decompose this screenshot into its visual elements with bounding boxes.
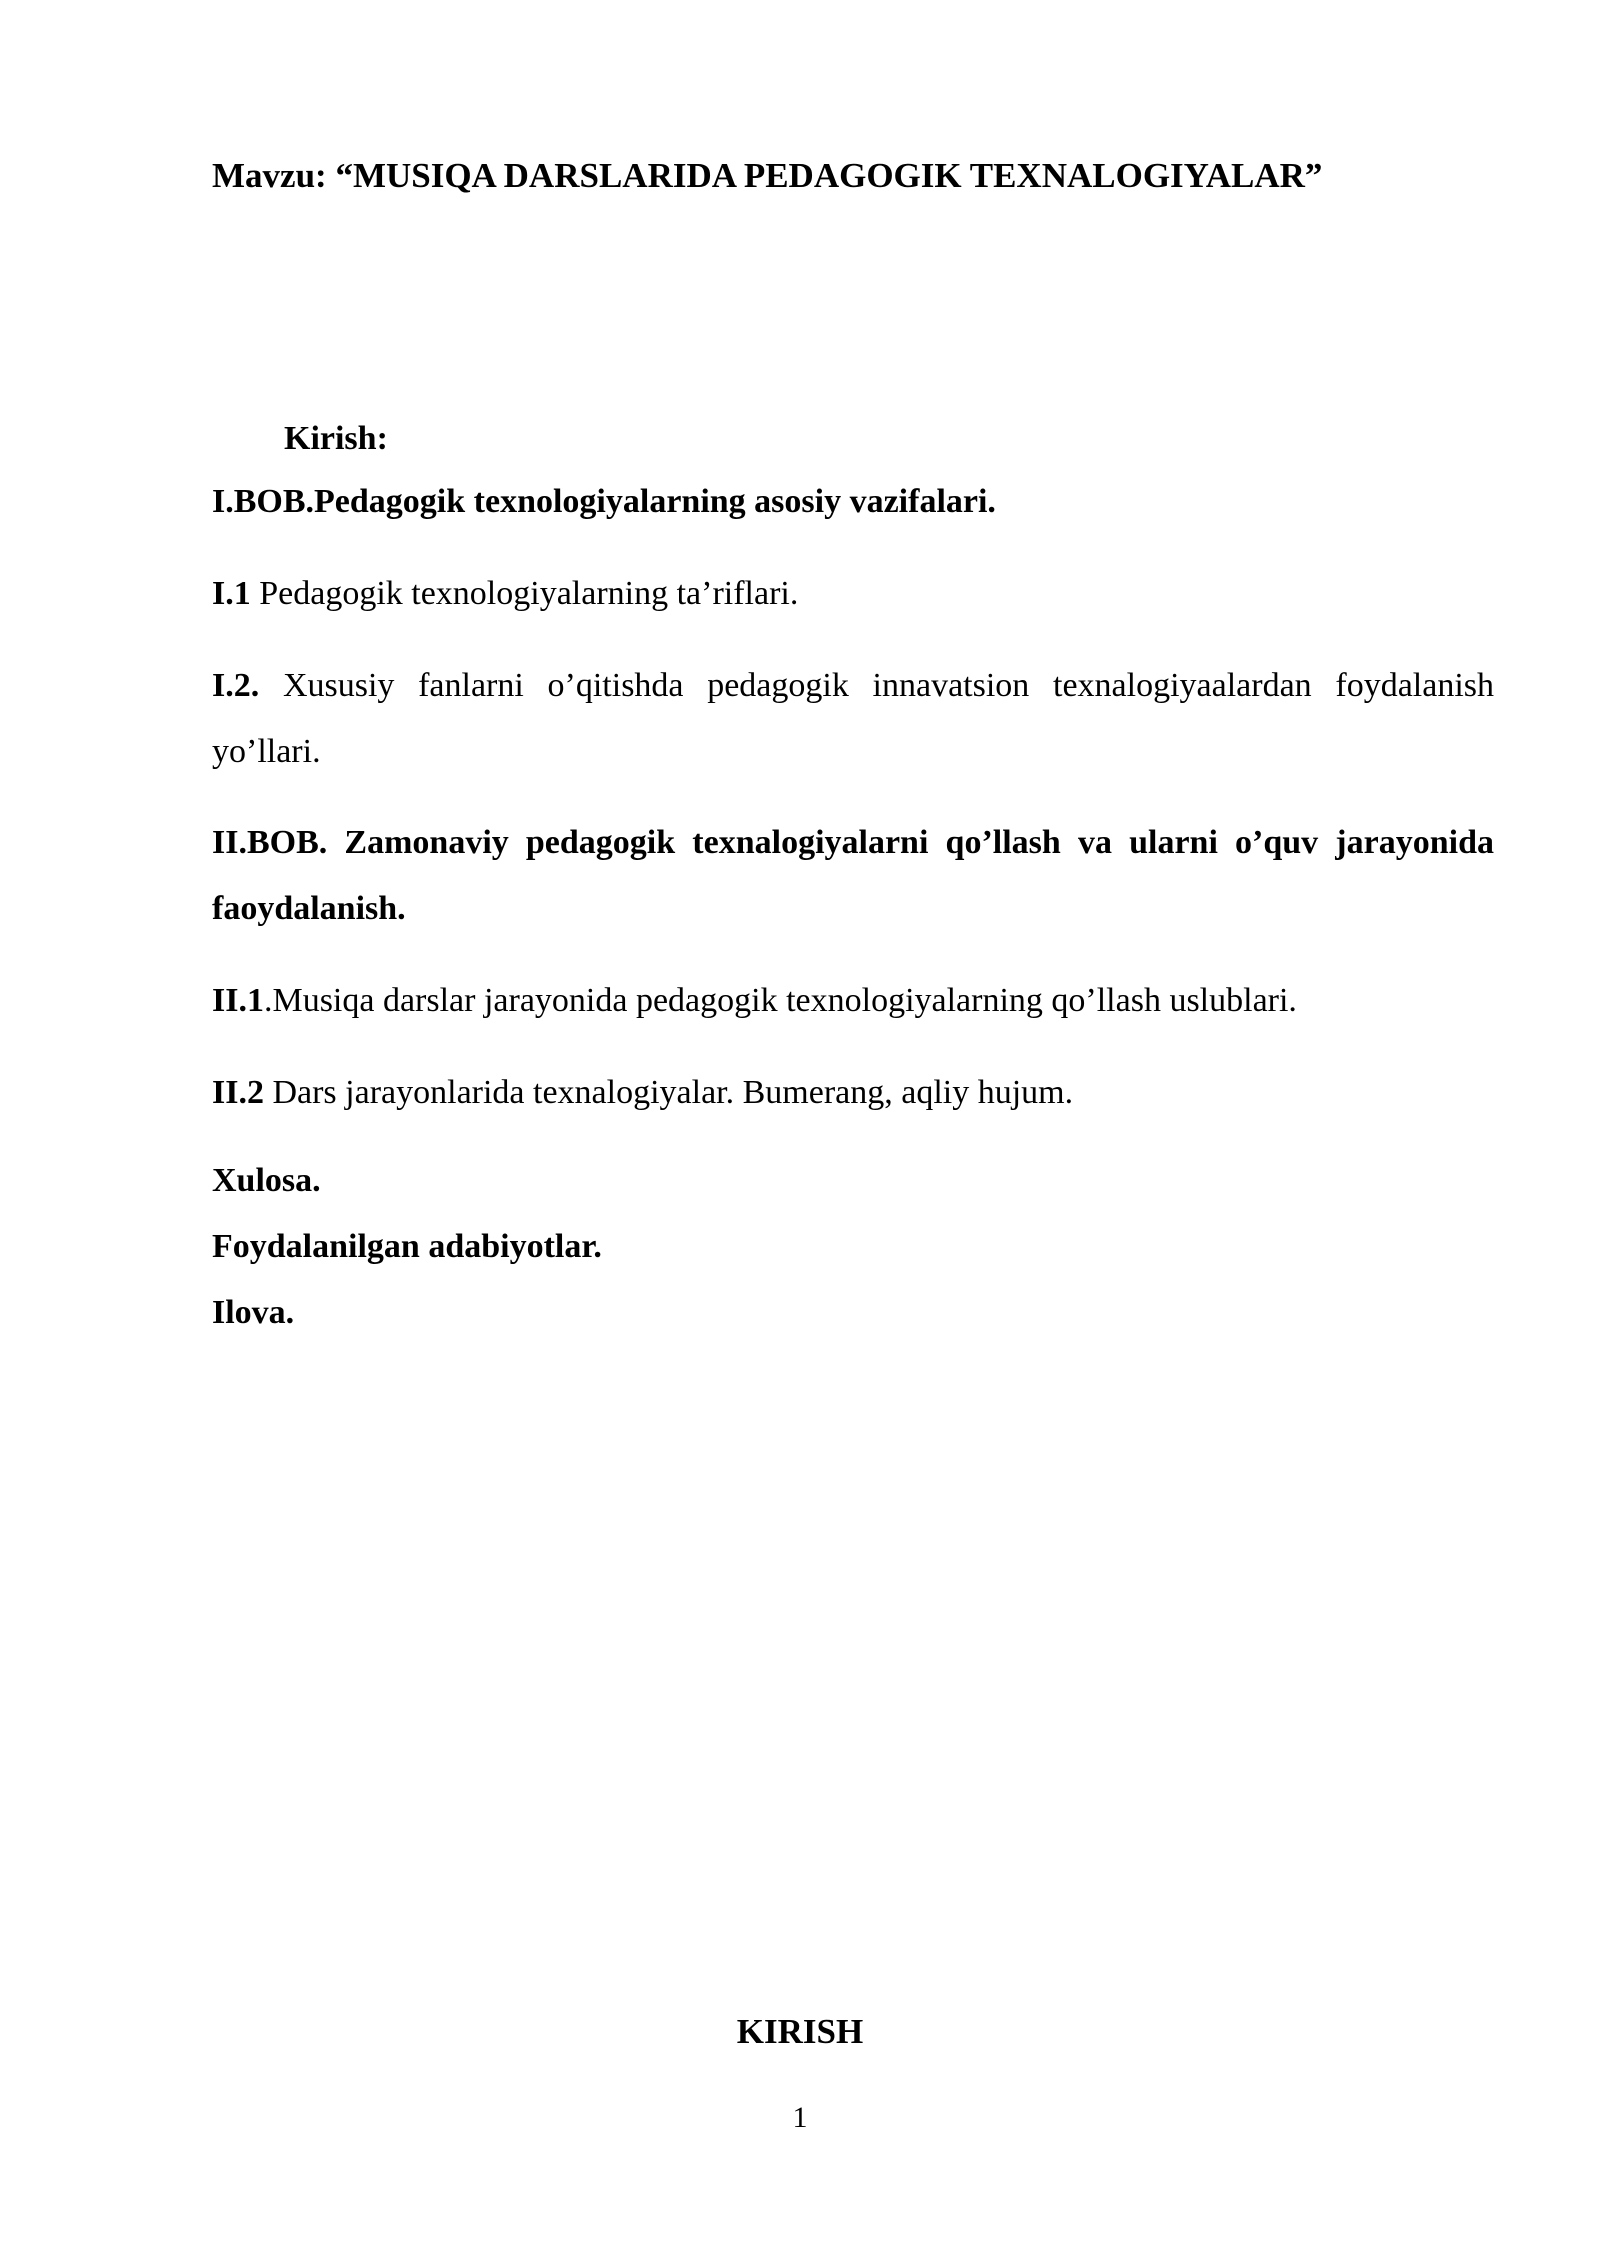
toc-references: Foydalanilgan adabiyotlar. — [212, 1228, 602, 1265]
toc-section-1-2-text: Xususiy fanlarni o’qitishda pedagogik innavatsion texnalogiyaalardan foydalanish yo’llari. — [212, 667, 1494, 770]
toc-xulosa: Xulosa. — [212, 1162, 321, 1199]
toc-section-2-1 — [212, 968, 1494, 1034]
page-number: 1 — [792, 2101, 808, 2134]
toc-section-2-2-text: Dars jarayonlarida texnalogiyalar. Bumerang, aqliy hujum. — [263, 1074, 1074, 1111]
toc-section-1-1 — [212, 561, 1494, 627]
toc-section-2-1-number: II.1 — [212, 982, 264, 1019]
toc-section-1-2-number: I.2. — [212, 667, 260, 704]
toc-chapter1-title: I.BOB.Pedagogik texnologiyalarning asosiy vazifalari. — [212, 483, 996, 520]
toc-section-2-2-number: II.2 — [212, 1074, 264, 1111]
toc-chapter2-title: II.BOB. Zamonaviy pedagogik texnalogiyalarni qo’llash va ularni o’quv jarayonida faoydalanish. — [212, 824, 1494, 927]
toc-appendix: Ilova. — [212, 1294, 295, 1331]
toc-section-1-1-text: Pedagogik texnologiyalarning ta’riflari. — [250, 575, 799, 612]
document-title: Mavzu: “MUSIQA DARSLARIDA PEDAGOGIK TEXNALOGIYALAR” — [212, 156, 1323, 195]
next-section-heading: KIRISH — [736, 2012, 864, 2051]
toc-section-2-2 — [212, 1060, 1494, 1126]
toc-section-1-2 — [212, 653, 1494, 785]
toc-kirish: Kirish: — [284, 420, 388, 457]
toc-section-1-1-number: I.1 — [212, 575, 251, 612]
toc-section-2-1-text: .Musiqa darslar jarayonida pedagogik texnologiyalarning qo’llash uslublari. — [263, 982, 1297, 1019]
